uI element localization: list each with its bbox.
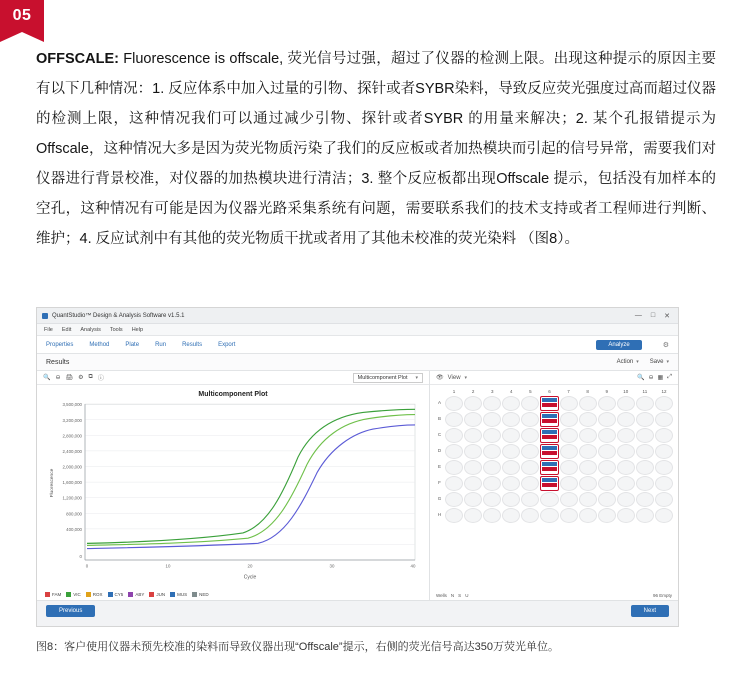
tab-export[interactable]: Export (218, 341, 236, 348)
well-g9[interactable] (598, 492, 616, 507)
well-g8[interactable] (579, 492, 597, 507)
svg-text:2,400,000: 2,400,000 (62, 448, 82, 455)
well-f3[interactable] (483, 476, 501, 491)
well-f10[interactable] (617, 476, 635, 491)
well-f11[interactable] (636, 476, 654, 491)
plate-col-12[interactable]: 12 (661, 389, 667, 394)
plate-map[interactable] (430, 385, 678, 590)
paragraph-text: Fluorescence is offscale, 荧光信号过强，超过了仪器的检测上限。出现这种提示的原因主要有以下几种情况：1. 反应体系中加入过量的引物、探针或者SYBR染料，导致反应荧光强度过高而超过仪器的检测上限，这种情况我们可以通过减少引物、探针或者SYBR 的用量来解决；2. 某个孔报错提示为Offscale，这种情况大多是因为荧光物质污染了我们的反应板或者加热模块而引起的信号异常，需要我们对仪器进行背景校准，对仪器的加热模块进行清洁；3. 整个反应板都出现Offscale 提示，包括没有加样本的空孔，这种情况有可能是因为仪器光路采集系统有问题，需要联系我们的技术支持或者工程师进行判断、维护；4. 反应试剂中有其他的荧光物质干扰或者用了其他未校准的荧光染料 （图8）。 (36, 51, 716, 247)
svg-text:2,800,000: 2,800,000 (62, 433, 82, 439)
well-d10[interactable] (617, 444, 635, 459)
chevron-down-icon-view[interactable]: ▾ (464, 374, 468, 381)
legend-item-vic[interactable] (66, 592, 81, 597)
well-b8[interactable] (579, 412, 597, 427)
well-d5[interactable] (521, 444, 539, 459)
plate-col-11[interactable]: 11 (642, 389, 648, 394)
view-menu-label[interactable]: View (447, 374, 461, 381)
well-d4[interactable] (502, 444, 520, 459)
well-a4[interactable] (502, 396, 520, 411)
plate-legend-u[interactable]: U (465, 592, 469, 598)
tab-properties[interactable]: Properties (46, 341, 74, 348)
plate-row-a[interactable]: A (437, 400, 441, 405)
section-badge-tail (0, 32, 44, 42)
plate-footer (430, 590, 678, 600)
plate-grid-icon[interactable]: ▦ (657, 375, 664, 381)
plate-col-4[interactable]: 4 (510, 389, 513, 394)
svg-text:30: 30 (329, 563, 335, 569)
well-d11[interactable] (636, 444, 654, 459)
paragraph-offscale (36, 44, 716, 254)
plate-row-d[interactable]: D (437, 448, 442, 453)
legend-item-fam[interactable] (45, 592, 61, 597)
well-c10[interactable] (617, 428, 635, 443)
well-e1[interactable] (445, 460, 463, 475)
results-toolbar (37, 354, 678, 371)
svg-text:1,600,000: 1,600,000 (62, 480, 82, 486)
plate-col-1[interactable]: 1 (452, 389, 456, 394)
svg-text:1,200,000: 1,200,000 (62, 495, 82, 501)
plot-svg (43, 400, 423, 587)
chart-title: Multicomponent Plot (198, 391, 268, 398)
well-g4[interactable] (502, 492, 520, 507)
well-a9[interactable] (598, 396, 616, 411)
menu-bar[interactable] (37, 324, 678, 336)
svg-text:10: 10 (165, 563, 171, 569)
legend-item-mus[interactable] (170, 592, 187, 597)
legend-item-jun[interactable] (149, 592, 165, 597)
svg-text:0: 0 (79, 553, 82, 559)
zoom-out-icon[interactable]: ⊖ (55, 375, 61, 381)
x-axis-ticks (86, 563, 416, 568)
plate-row-f[interactable]: F (438, 480, 441, 485)
plate-expand-icon[interactable]: ⤢ (667, 374, 672, 380)
well-c6[interactable] (540, 428, 558, 443)
legend-item-ned[interactable] (192, 592, 209, 597)
well-f1[interactable] (445, 476, 463, 491)
well-b12[interactable] (655, 412, 673, 427)
app-logo-icon (42, 313, 48, 319)
legend-label-cy5: CY5 (114, 592, 124, 597)
legend-item-rox[interactable] (86, 592, 103, 597)
well-e2[interactable] (464, 460, 482, 475)
well-g12[interactable] (655, 492, 673, 507)
well-e4[interactable] (502, 460, 520, 475)
section-badge-number: 05 (0, 0, 44, 32)
save-menu[interactable] (650, 359, 669, 365)
plate-col-9[interactable]: 9 (605, 389, 608, 394)
settings-icon[interactable]: ⚙ (78, 375, 84, 381)
well-d6[interactable] (540, 444, 558, 459)
well-b3[interactable] (483, 412, 501, 427)
well-a10[interactable] (617, 396, 635, 411)
tab-method[interactable]: Method (89, 341, 110, 348)
well-d7[interactable] (560, 444, 578, 459)
well-d2[interactable] (464, 444, 482, 459)
well-h12[interactable] (655, 508, 673, 523)
menu-item-help[interactable]: Help (131, 326, 143, 333)
well-h7[interactable] (560, 508, 578, 523)
well-b7[interactable] (560, 412, 578, 427)
figure-caption: 图8：客户使用仪器未预先校准的染料而导致仪器出现“Offscale”提示，右侧的荧光信号高达350万荧光单位。 (36, 641, 559, 653)
well-e6[interactable] (540, 460, 558, 475)
save-menu-label[interactable]: Save (649, 359, 664, 365)
well-c7[interactable] (560, 428, 578, 443)
chevron-down-icon-save[interactable]: ▾ (666, 359, 669, 365)
legend-label-fam: FAM (52, 592, 62, 597)
well-c9[interactable] (598, 428, 616, 443)
well-d8[interactable] (579, 444, 597, 459)
chevron-down-icon-plot[interactable]: ▾ (415, 374, 418, 381)
legend-item-aby[interactable] (128, 592, 144, 597)
well-a3[interactable] (483, 396, 501, 411)
plate-grid (435, 388, 673, 523)
well-f5[interactable] (521, 476, 539, 491)
well-c1[interactable] (445, 428, 463, 443)
well-b2[interactable] (464, 412, 482, 427)
well-h10[interactable] (617, 508, 635, 523)
action-menu-label[interactable]: Action (616, 359, 634, 365)
well-a5[interactable] (521, 396, 539, 411)
well-e11[interactable] (636, 460, 654, 475)
well-e5[interactable] (521, 460, 539, 475)
well-a8[interactable] (579, 396, 597, 411)
previous-button[interactable]: Previous (46, 605, 95, 617)
y-axis-label: Fluorescence (49, 468, 54, 498)
plate-col-6[interactable]: 6 (548, 389, 551, 394)
well-b9[interactable] (598, 412, 616, 427)
legend-label-rox: ROX (92, 592, 103, 597)
well-e12[interactable] (655, 460, 673, 475)
plate-row-b[interactable]: B (437, 416, 441, 421)
menu-item-edit[interactable]: Edit (61, 326, 72, 333)
well-b5[interactable] (521, 412, 539, 427)
well-a12[interactable] (655, 396, 673, 411)
well-f4[interactable] (502, 476, 520, 491)
well-g3[interactable] (483, 492, 501, 507)
article-body (36, 44, 716, 254)
well-h8[interactable] (579, 508, 597, 523)
well-d12[interactable] (655, 444, 673, 459)
well-f8[interactable] (579, 476, 597, 491)
chevron-down-icon[interactable]: ▾ (636, 359, 639, 365)
x-axis-label: Cycle (243, 574, 257, 581)
plot-pane (37, 371, 430, 600)
well-d3[interactable] (483, 444, 501, 459)
well-h3[interactable] (483, 508, 501, 523)
well-g2[interactable] (464, 492, 482, 507)
plate-corner (435, 388, 444, 395)
well-a6[interactable] (540, 396, 558, 411)
well-d9[interactable] (598, 444, 616, 459)
well-h1[interactable] (445, 508, 463, 523)
well-b11[interactable] (636, 412, 654, 427)
legend-label-jun: JUN (156, 592, 166, 597)
svg-text:3,200,000: 3,200,000 (62, 417, 82, 423)
minimize-icon[interactable]: — (634, 311, 642, 319)
well-g1[interactable] (445, 492, 463, 507)
well-h6[interactable] (540, 508, 558, 523)
plot-type-value: Multicomponent Plot (357, 374, 408, 381)
plate-row-h[interactable]: H (437, 512, 442, 517)
svg-text:40: 40 (410, 563, 416, 569)
well-b10[interactable] (617, 412, 635, 427)
svg-text:20: 20 (247, 563, 253, 569)
legend-label-aby: ABY (135, 592, 145, 597)
well-c11[interactable] (636, 428, 654, 443)
ribbon-tabs[interactable] (37, 336, 678, 354)
well-f7[interactable] (560, 476, 578, 491)
well-h4[interactable] (502, 508, 520, 523)
copy-icon[interactable]: ⧉ (88, 374, 93, 380)
well-c3[interactable] (483, 428, 501, 443)
well-g6[interactable] (540, 492, 558, 507)
plate-legend-s[interactable]: S (458, 592, 462, 598)
maximize-icon[interactable]: □ (650, 311, 656, 319)
well-g11[interactable] (636, 492, 654, 507)
plot-legend (37, 589, 429, 600)
plot-toolbar[interactable] (37, 371, 429, 385)
section-badge (0, 0, 44, 42)
menu-item-file[interactable]: File (44, 326, 53, 333)
close-icon[interactable]: ✕ (664, 312, 670, 320)
plate-zoom-out-icon[interactable]: ⊖ (648, 375, 654, 381)
plate-col-2[interactable]: 2 (471, 389, 475, 394)
multicomponent-plot (43, 400, 423, 587)
plate-empty-count: 96 Empty (652, 592, 672, 598)
svg-text:3,500,000: 3,500,000 (62, 402, 82, 408)
well-a1[interactable] (445, 396, 463, 411)
analyze-button[interactable]: Analyze (596, 340, 641, 350)
menu-item-analysis[interactable]: Analysis (80, 326, 101, 333)
results-main-area (37, 371, 678, 600)
well-a11[interactable] (636, 396, 654, 411)
plate-col-10[interactable]: 10 (623, 389, 629, 394)
view-eye-icon[interactable]: 👁 (436, 375, 444, 381)
plate-col-3[interactable]: 3 (490, 389, 494, 394)
well-f12[interactable] (655, 476, 673, 491)
next-button[interactable]: Next (631, 605, 669, 617)
well-a7[interactable] (560, 396, 578, 411)
plate-row-g[interactable]: G (437, 496, 442, 501)
well-d1[interactable] (445, 444, 463, 459)
plate-col-8[interactable]: 8 (586, 389, 589, 394)
well-f9[interactable] (598, 476, 616, 491)
well-b6[interactable] (540, 412, 558, 427)
svg-text:400,000: 400,000 (66, 526, 82, 532)
legend-label-vic: VIC (73, 592, 81, 597)
well-h2[interactable] (464, 508, 482, 523)
well-c12[interactable] (655, 428, 673, 443)
svg-text:800,000: 800,000 (66, 511, 82, 517)
plate-pane (430, 371, 678, 600)
tab-plate[interactable]: Plate (125, 341, 140, 348)
well-e10[interactable] (617, 460, 635, 475)
well-h5[interactable] (521, 508, 539, 523)
well-h11[interactable] (636, 508, 654, 523)
well-e9[interactable] (598, 460, 616, 475)
well-b1[interactable] (445, 412, 463, 427)
legend-item-cy5[interactable] (108, 592, 124, 597)
window-controls[interactable] (635, 312, 673, 320)
well-c4[interactable] (502, 428, 520, 443)
legend-label-ned: NED (199, 592, 209, 597)
figure-screenshot (36, 307, 679, 627)
well-c5[interactable] (521, 428, 539, 443)
well-c2[interactable] (464, 428, 482, 443)
well-f6[interactable] (540, 476, 558, 491)
plate-row-c[interactable]: C (437, 432, 442, 437)
well-e7[interactable] (560, 460, 578, 475)
wizard-nav-bar (37, 600, 678, 620)
plot-type-select[interactable] (353, 373, 423, 383)
well-e3[interactable] (483, 460, 501, 475)
gear-icon[interactable]: ⚙ (662, 341, 669, 349)
paragraph-lead: OFFSCALE: (36, 51, 119, 67)
print-icon[interactable]: 🖨 (65, 375, 74, 381)
tab-results[interactable]: Results (182, 341, 203, 348)
svg-text:0: 0 (85, 563, 89, 569)
legend-label-mus: MUS (177, 592, 188, 597)
results-label: Results (46, 358, 70, 366)
plate-col-7[interactable]: 7 (567, 389, 570, 394)
action-menu[interactable] (617, 359, 639, 365)
plate-col-5[interactable]: 5 (529, 389, 532, 394)
well-g7[interactable] (560, 492, 578, 507)
plate-legend-n[interactable]: N (450, 592, 455, 598)
well-g10[interactable] (617, 492, 635, 507)
app-title-bar (37, 308, 678, 324)
zoom-in-icon[interactable]: 🔍 (43, 375, 51, 381)
well-f2[interactable] (464, 476, 482, 491)
app-title: QuantStudio™ Design & Analysis Software v1.5.1 (52, 312, 185, 319)
well-a2[interactable] (464, 396, 482, 411)
svg-text:2,000,000: 2,000,000 (62, 464, 82, 470)
plate-toolbar[interactable] (430, 371, 678, 385)
y-axis-ticks (62, 402, 82, 559)
menu-item-tools[interactable]: Tools (109, 326, 123, 333)
well-c8[interactable] (579, 428, 597, 443)
well-e8[interactable] (579, 460, 597, 475)
plate-row-e[interactable]: E (437, 464, 441, 469)
plate-footer-label: Wells (436, 592, 447, 598)
info-icon[interactable]: ⓘ (97, 376, 104, 382)
plate-zoom-in-icon[interactable]: 🔍 (637, 375, 645, 381)
tab-run[interactable]: Run (155, 341, 167, 348)
well-b4[interactable] (502, 412, 520, 427)
well-g5[interactable] (521, 492, 539, 507)
well-h9[interactable] (598, 508, 616, 523)
